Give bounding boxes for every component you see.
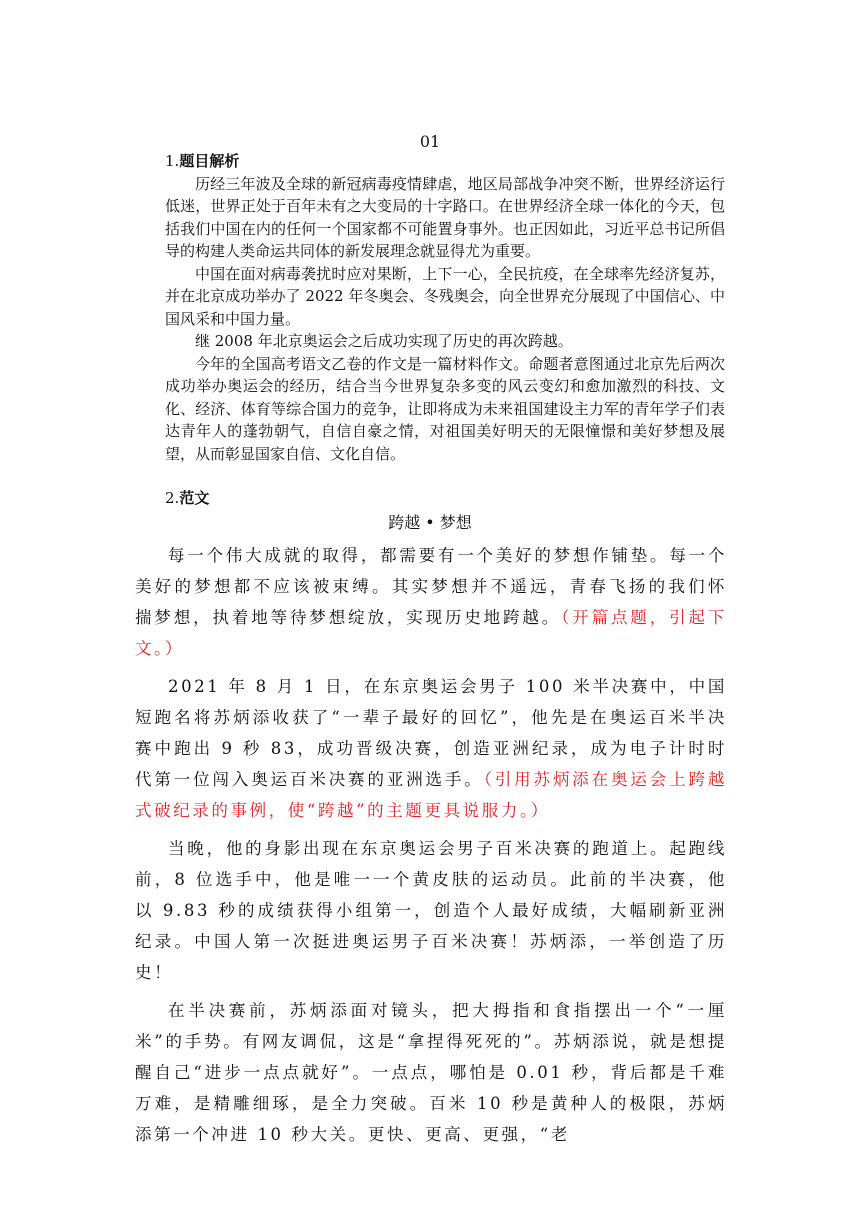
analysis-paragraph: 历经三年波及全球的新冠病毒疫情肆虐，地区局部战争冲突不断，世界经济运行低迷，世界正处于百年未有之大变局的十字路口。在世界经济全球一体化的今天，包括我们中国在内的任何一个国家都不可能置身事外。也正因如此，习近平总书记所倡导的构建人类命运共同体的新发展理念就显得尤为重要。	[165, 174, 725, 260]
essay-title: 跨越 • 梦想	[388, 513, 472, 532]
essay-paragraph	[135, 671, 727, 826]
annotation-note: （引用苏炳添在奥运会上跨越式破纪录的事例，使“跨越”的主题更具说服力。）	[135, 770, 727, 820]
section-sample-essay	[165, 487, 725, 510]
essay-text: 每一个伟大成就的取得，都需要有一个美好的梦想作铺垫。每一个美好的梦想都不应该被束缚。其实梦想并不遥远，青春飞扬的我们怀揣梦想，执着地等待梦想绽放，实现历史地跨越。	[135, 546, 727, 627]
essay-text: 2021 年 8 月 1 日，在东京奥运会男子 100 米半决赛中，中国短跑名将苏炳添收获了“一辈子最好的回忆”，他先是在奥运百米半决赛中跑出 9 秒 83，成功晋级决赛，创造亚洲纪录，成为电子计时时代第一位闯入奥运百米决赛的亚洲选手。	[135, 677, 727, 789]
heading-text: 题目解析	[179, 152, 240, 170]
essay-paragraph	[135, 995, 727, 1150]
essay-paragraph	[135, 540, 727, 664]
essay-text: 当晚，他的身影出现在东京奥运会男子百米决赛的跑道上。起跑线前，8 位选手中，他是唯一一个黄皮肤的运动员。此前的半决赛，他以 9.83 秒的成绩获得小组第一，创造个人最好成绩，大幅刷新亚洲纪录。中国人第一次挺进奥运男子百米决赛！苏炳添，一举创造了历史！	[135, 839, 727, 982]
essay-text: 在半决赛前，苏炳添面对镜头，把大拇指和食指摆出一个“一厘米”的手势。有网友调侃，这是“拿捏得死死的”。苏炳添说，就是想提醒自己“进步一点点就好”。一点点，哪怕是 0.01 秒，背后都是千难万难，是精雕细琢，是全力突破。百米 10 秒是黄种人的极限，苏炳添第一个冲进 10 秒大关。更快、更高、更强，“老	[135, 1001, 727, 1144]
essay-paragraph	[135, 833, 727, 988]
section-heading-analysis	[165, 150, 725, 173]
heading-text: 范文	[179, 489, 210, 507]
essay-body	[135, 540, 727, 1157]
analysis-paragraph: 中国在面对病毒袭扰时应对果断，上下一心，全民抗疫，在全球率先经济复苏，并在北京成功举办了 2022 年冬奥会、冬残奥会，向全世界充分展现了中国信心、中国风采和中国力量。	[165, 264, 725, 328]
heading-number: 1.	[165, 152, 180, 170]
analysis-paragraph: 继 2008 年北京奥运会之后成功实现了历史的再次跨越。	[195, 332, 573, 350]
annotation-note: （开篇点题，引起下文。）	[135, 608, 727, 658]
analysis-paragraph: 今年的全国高考语文乙卷的作文是一篇材料作文。命题者意图通过北京先后两次成功举办奥运会的经历，结合当今世界复杂多变的风云变幻和愈加激烈的科技、文化、经济、体育等综合国力的竞争，让即将成为未来祖国建设主力军的青年学子们表达青年人的蓬勃朝气，自信自豪之情，对祖国美好明天的无限憧憬和美好梦想及展望，从而彰显国家自信、文化自信。	[165, 354, 725, 463]
page-number: 01	[419, 132, 441, 151]
section-heading-essay	[165, 487, 725, 510]
section-analysis	[165, 150, 725, 465]
heading-number: 2.	[165, 489, 180, 507]
